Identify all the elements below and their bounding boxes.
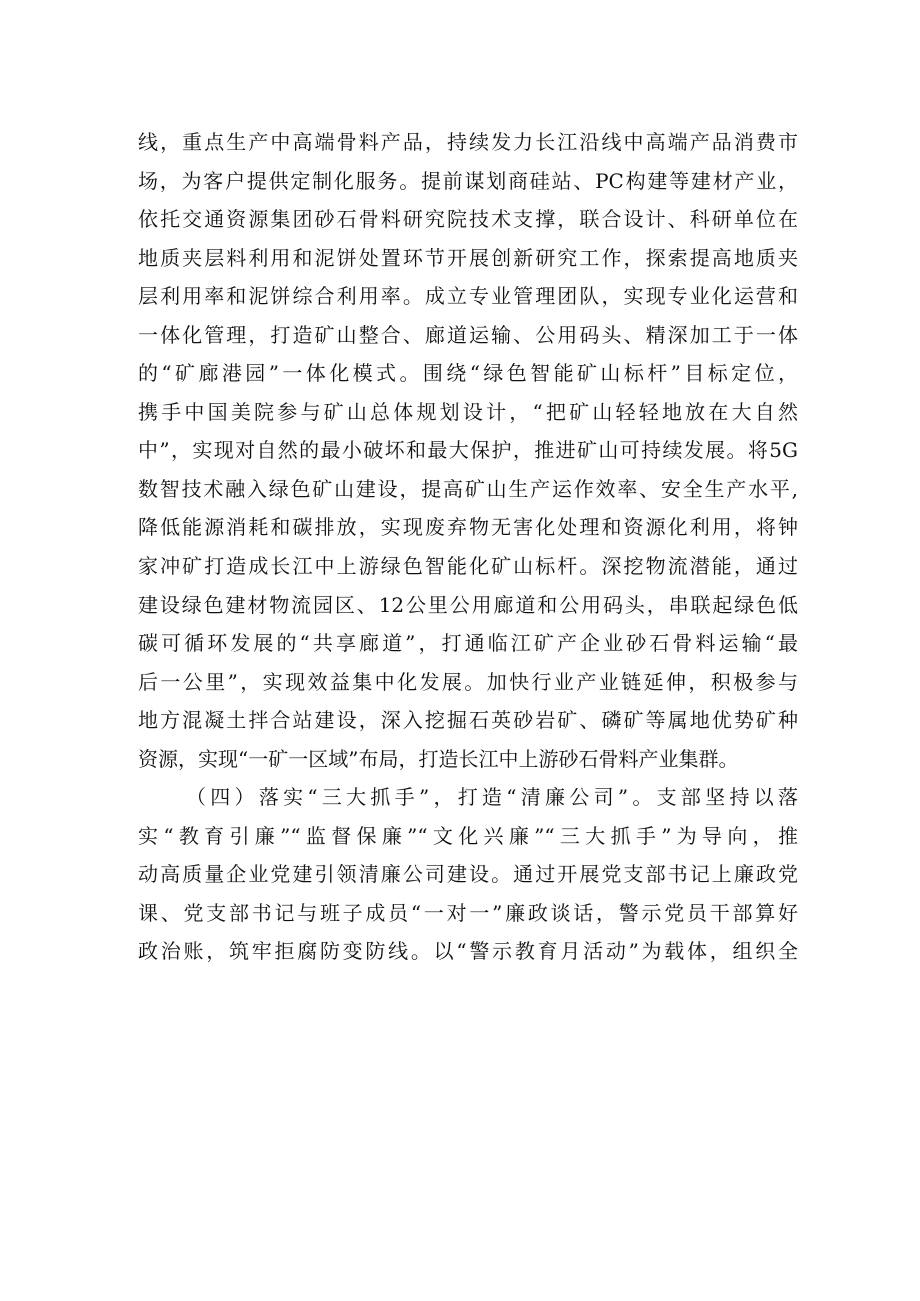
body-text bbox=[138, 123, 798, 971]
text-line-1: 线，重点生产中高端骨料产品，持续发力长江沿线中高端产品消费市 bbox=[138, 130, 798, 154]
text-line-20: 动高质量企业党建引领清廉公司建设。通过开展党支部书记上廉政党 bbox=[138, 862, 798, 887]
text-line-6: 一体化管理，打造矿山整合、廊道运输、公用码头、精深加工于一体 bbox=[138, 322, 798, 347]
text-line-11: 降低能源消耗和碳排放，实现废弃物无害化处理和资源化利用，将钟 bbox=[138, 515, 798, 540]
text-line-2: 场，为客户提供定制化服务。提前谋划商硅站、PC构建等建材产业， bbox=[138, 168, 798, 193]
text-line-7: 的“矿廊港园”一体化模式。围绕“绿色智能矿山标杆”目标定位， bbox=[138, 361, 798, 386]
text-line-8: 携手中国美院参与矿山总体规划设计，“把矿山轻轻地放在大自然 bbox=[138, 399, 798, 424]
text-line-15: 后一公里”，实现效益集中化发展。加快行业产业链延伸，积极参与 bbox=[138, 669, 798, 694]
text-line-4: 地质夹层料利用和泥饼处置环节开展创新研究工作，探索提高地质夹 bbox=[138, 245, 798, 270]
text-line-19: 实“教育引廉”“监督保廉”“文化兴廉”“三大抓手”为导向，推 bbox=[138, 823, 798, 848]
text-line-17: 资源，实现“一矿一区域”布局，打造长江中上游砂石骨料产业集群。 bbox=[138, 746, 739, 771]
text-line-9: 中”，实现对自然的最小破坏和最大保护，推进矿山可持续发展。将5G bbox=[138, 438, 798, 463]
text-line-3: 依托交通资源集团砂石骨料研究院技术支撑，联合设计、科研单位在 bbox=[138, 207, 798, 232]
text-line-14: 碳可循环发展的“共享廊道”，打通临江矿产企业砂石骨料运输“最 bbox=[138, 631, 798, 656]
text-line-10: 数智技术融入绿色矿山建设，提高矿山生产运作效率、安全生产水平, bbox=[138, 476, 798, 501]
text-line-5: 层利用率和泥饼综合利用率。成立专业管理团队，实现专业化运营和 bbox=[138, 284, 798, 309]
text-line-22: 政治账，筑牢拒腐防变防线。以“警示教育月活动”为载体，组织全 bbox=[138, 939, 798, 964]
text-line-12: 家冲矿打造成长江中上游绿色智能化矿山标杆。深挖物流潜能，通过 bbox=[138, 554, 798, 579]
text-line-21: 课、党支部书记与班子成员“一对一”廉政谈话，警示党员干部算好 bbox=[138, 900, 798, 925]
section-heading-line: （四）落实“三大抓手”，打造“清廉公司”。支部坚持以落 bbox=[186, 785, 798, 810]
text-line-13: 建设绿色建材物流园区、12公里公用廊道和公用码头，串联起绿色低 bbox=[138, 592, 798, 617]
text-line-16: 地方混凝土拌合站建设，深入挖掘石英砂岩矿、磷矿等属地优势矿种 bbox=[138, 708, 798, 733]
